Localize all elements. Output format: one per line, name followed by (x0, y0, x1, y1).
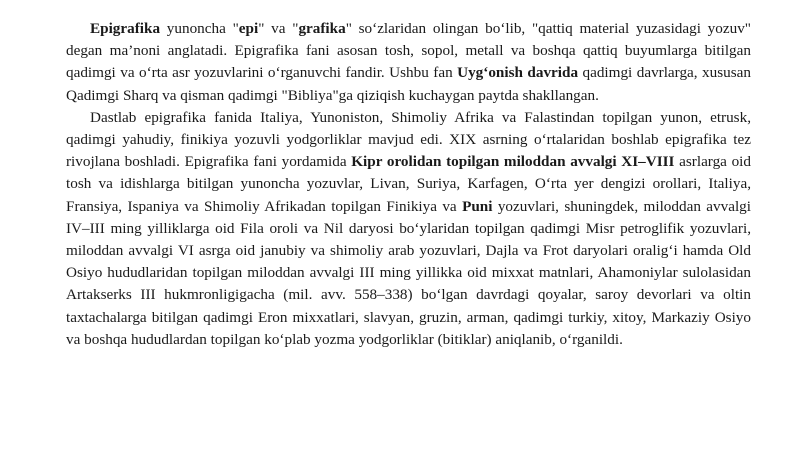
text-span: " soʻzlaridan olingan boʻlib, "qattiq material yuzasidagi yozuv" degan ma’noni anglatadi. Epigrafika fani asosan tosh, sopol, metall va boshqa qattiq buyumlarga bitilgan qadimgi va oʻrta asr yozuvlarini oʻrganuvchi fandir. Ushbu fan (66, 20, 751, 82)
document-body (66, 18, 751, 351)
term-puni: Puni (462, 197, 493, 215)
text-span: qadimgi davrlarga, xususan Qadimgi Sharq va qisman qadimgi "Bibliya"ga qiziqish kuchaygan paytda shakllangan. (66, 64, 751, 104)
term-grafika: grafika (298, 20, 346, 37)
paragraph-intro (66, 18, 751, 107)
text-span: " va " (258, 20, 299, 37)
paragraph-history (66, 107, 751, 351)
text-span: Dastlab epigrafika fanida Italiya, Yunoniston, Shimoliy Afrika va Falastindan topilgan yunon, etrusk, qadimgi yahudiy, finikiya yozuvli yodgorliklar mavjud edi. XIX asrning oʻrtalaridan boshlab epigrafika tez rivojlana boshladi. Epigrafika fani yordamida (66, 108, 751, 171)
term-cyprus: Kipr orolidan topilgan miloddan avvalgi XI–VIII (351, 153, 675, 171)
term-epigrafika: Epigrafika (90, 20, 161, 37)
text-span: asrlarga oid tosh va idishlarga bitilgan yunoncha yozuvlar, Livan, Suriya, Karfagen, Oʻrta yer dengizi orollari, Italiya, Fransiya, Ispaniya va Shimoliy Afrikadan topilgan Finikiya va (66, 153, 751, 215)
term-epi: epi (238, 20, 259, 37)
text-span: yunoncha " (160, 20, 239, 37)
term-renaissance: Uygʻonish davrida (457, 64, 579, 82)
text-span: yozuvlari, shuningdek, miloddan avvalgi IV–III ming yilliklarga oid Fila oroli va Nil daryosi boʻylaridan topilgan qadimgi Misr petroglifik yozuvlari, miloddan avvalgi VI asrga oid janubiy va shimoliy arab yozuvlari, Dajla va Frot daryolari oraligʻi hamda Old Osiyo hududlaridan topilgan miloddan avvalgi III ming yillikka oid mixxat matnlari, Ahamoniylar sulolasidan Artakserks III hukmronligigacha (mil. avv. 558–338) boʻlgan davrdagi qoyalar, saroy devorlari va oltin taxtachalarga bitilgan qadimgi Eron mixxatlari, slavyan, gruzin, arman, qadimgi turkiy, xitoy, Markaziy Osiyo va boshqa hududlardan topilgan koʻplab yozma yodgorliklar (bitiklar) aniqlanib, oʻrganildi. (66, 197, 751, 348)
